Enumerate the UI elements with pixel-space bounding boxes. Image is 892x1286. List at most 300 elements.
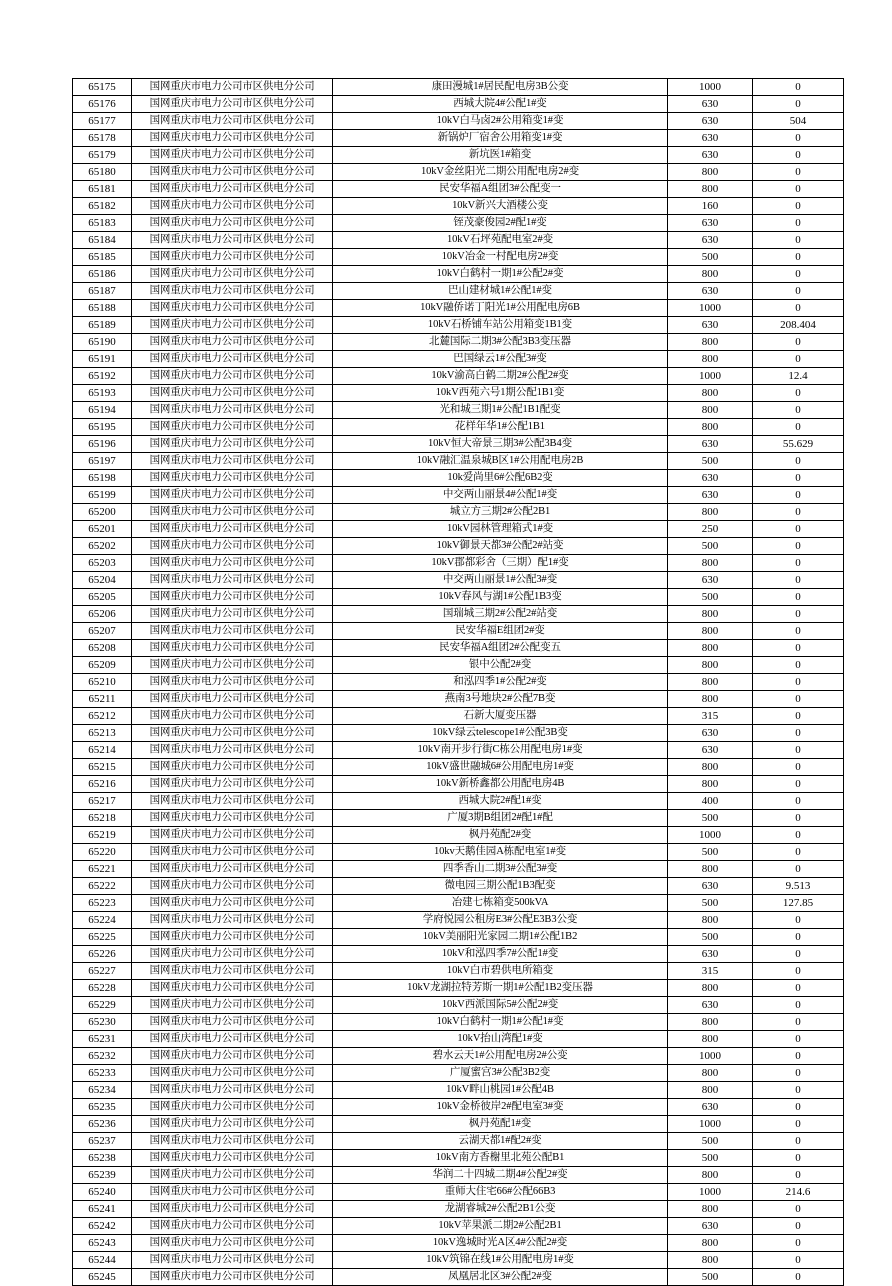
cell-id: 65218 [73, 810, 132, 827]
cell-capacity: 800 [668, 385, 753, 402]
table-row [73, 1269, 844, 1286]
cell-value: 0 [753, 215, 844, 232]
cell-device-name: 华润二十四城二期4#公配2#变 [333, 1167, 668, 1184]
cell-id: 65230 [73, 1014, 132, 1031]
cell-device-name: 10kV逸城时光A区4#公配2#变 [333, 1235, 668, 1252]
table-row [73, 844, 844, 861]
table-row [73, 113, 844, 130]
cell-value: 0 [753, 912, 844, 929]
cell-id: 65227 [73, 963, 132, 980]
table-row [73, 572, 844, 589]
table-row [73, 385, 844, 402]
cell-value: 0 [753, 334, 844, 351]
cell-company: 国网重庆市电力公司市区供电分公司 [132, 317, 333, 334]
cell-id: 65205 [73, 589, 132, 606]
table-row [73, 1218, 844, 1235]
cell-device-name: 10kV金桥彼岸2#配电室3#变 [333, 1099, 668, 1116]
table-row [73, 708, 844, 725]
cell-capacity: 1000 [668, 300, 753, 317]
cell-value: 127.85 [753, 895, 844, 912]
cell-company: 国网重庆市电力公司市区供电分公司 [132, 861, 333, 878]
table-row [73, 453, 844, 470]
table-row [73, 147, 844, 164]
table-row [73, 300, 844, 317]
cell-capacity: 800 [668, 555, 753, 572]
cell-capacity: 630 [668, 487, 753, 504]
table-row [73, 725, 844, 742]
cell-value: 0 [753, 164, 844, 181]
cell-device-name: 学府悦园公租房E3#公配E3B3公变 [333, 912, 668, 929]
cell-capacity: 800 [668, 1235, 753, 1252]
cell-id: 65222 [73, 878, 132, 895]
cell-company: 国网重庆市电力公司市区供电分公司 [132, 368, 333, 385]
cell-value: 0 [753, 402, 844, 419]
cell-capacity: 630 [668, 997, 753, 1014]
cell-id: 65234 [73, 1082, 132, 1099]
cell-value: 0 [753, 623, 844, 640]
table-row [73, 946, 844, 963]
table-row [73, 555, 844, 572]
cell-company: 国网重庆市电力公司市区供电分公司 [132, 1133, 333, 1150]
cell-capacity: 315 [668, 708, 753, 725]
cell-device-name: 中交两山丽景4#公配1#变 [333, 487, 668, 504]
cell-value: 0 [753, 946, 844, 963]
cell-company: 国网重庆市电力公司市区供电分公司 [132, 895, 333, 912]
cell-company: 国网重庆市电力公司市区供电分公司 [132, 164, 333, 181]
cell-capacity: 630 [668, 946, 753, 963]
cell-device-name: 云湖天都1#配2#变 [333, 1133, 668, 1150]
cell-company: 国网重庆市电力公司市区供电分公司 [132, 385, 333, 402]
cell-capacity: 1000 [668, 827, 753, 844]
cell-device-name: 广厦3期B组团2#配1#配 [333, 810, 668, 827]
cell-id: 65204 [73, 572, 132, 589]
table-row [73, 164, 844, 181]
cell-value: 0 [753, 300, 844, 317]
cell-device-name: 10kV苹果派二期2#公配2B1 [333, 1218, 668, 1235]
cell-device-name: 10kV南开步行街C栋公用配电房1#变 [333, 742, 668, 759]
cell-device-name: 10kV融汇温泉城B区1#公用配电房2B [333, 453, 668, 470]
cell-value: 0 [753, 963, 844, 980]
cell-company: 国网重庆市电力公司市区供电分公司 [132, 436, 333, 453]
cell-capacity: 800 [668, 657, 753, 674]
cell-value: 0 [753, 1116, 844, 1133]
cell-capacity: 800 [668, 776, 753, 793]
cell-id: 65245 [73, 1269, 132, 1286]
cell-value: 214.6 [753, 1184, 844, 1201]
table-row [73, 368, 844, 385]
cell-capacity: 800 [668, 606, 753, 623]
cell-device-name: 铚茂豪俊园2#配1#变 [333, 215, 668, 232]
cell-device-name: 广厦蜜宫3#公配3B2变 [333, 1065, 668, 1082]
cell-value: 0 [753, 1218, 844, 1235]
cell-value: 0 [753, 385, 844, 402]
cell-id: 65194 [73, 402, 132, 419]
table-row [73, 436, 844, 453]
table-row [73, 759, 844, 776]
table-row [73, 521, 844, 538]
table-row [73, 963, 844, 980]
cell-value: 0 [753, 419, 844, 436]
table-row [73, 674, 844, 691]
cell-company: 国网重庆市电力公司市区供电分公司 [132, 912, 333, 929]
cell-id: 65198 [73, 470, 132, 487]
cell-capacity: 800 [668, 334, 753, 351]
cell-id: 65214 [73, 742, 132, 759]
cell-device-name: 10kV融侨诺丁阳光1#公用配电房6B [333, 300, 668, 317]
cell-capacity: 630 [668, 436, 753, 453]
cell-id: 65176 [73, 96, 132, 113]
cell-device-name: 10kV石坪苑配电室2#变 [333, 232, 668, 249]
cell-company: 国网重庆市电力公司市区供电分公司 [132, 232, 333, 249]
cell-capacity: 800 [668, 402, 753, 419]
cell-company: 国网重庆市电力公司市区供电分公司 [132, 963, 333, 980]
table-row [73, 1065, 844, 1082]
cell-value: 0 [753, 657, 844, 674]
cell-id: 65216 [73, 776, 132, 793]
cell-capacity: 500 [668, 1133, 753, 1150]
cell-company: 国网重庆市电力公司市区供电分公司 [132, 793, 333, 810]
cell-id: 65208 [73, 640, 132, 657]
cell-value: 0 [753, 776, 844, 793]
cell-company: 国网重庆市电力公司市区供电分公司 [132, 997, 333, 1014]
cell-id: 65217 [73, 793, 132, 810]
cell-company: 国网重庆市电力公司市区供电分公司 [132, 929, 333, 946]
cell-company: 国网重庆市电力公司市区供电分公司 [132, 1269, 333, 1286]
table-row [73, 640, 844, 657]
table-row [73, 1167, 844, 1184]
cell-id: 65185 [73, 249, 132, 266]
cell-device-name: 碧水云天1#公用配电房2#公变 [333, 1048, 668, 1065]
table-row [73, 317, 844, 334]
cell-company: 国网重庆市电力公司市区供电分公司 [132, 1065, 333, 1082]
cell-id: 65197 [73, 453, 132, 470]
cell-company: 国网重庆市电力公司市区供电分公司 [132, 1014, 333, 1031]
cell-capacity: 800 [668, 1031, 753, 1048]
cell-device-name: 微电园三期公配1B3配变 [333, 878, 668, 895]
cell-device-name: 银中公配2#变 [333, 657, 668, 674]
cell-id: 65212 [73, 708, 132, 725]
cell-device-name: 10kV白鹤村一期1#公配2#变 [333, 266, 668, 283]
cell-capacity: 630 [668, 317, 753, 334]
cell-id: 65207 [73, 623, 132, 640]
table-row [73, 861, 844, 878]
cell-company: 国网重庆市电力公司市区供电分公司 [132, 810, 333, 827]
cell-id: 65242 [73, 1218, 132, 1235]
cell-device-name: 城立方三期2#公配2B1 [333, 504, 668, 521]
table-row [73, 1082, 844, 1099]
cell-id: 65210 [73, 674, 132, 691]
cell-capacity: 630 [668, 147, 753, 164]
cell-device-name: 10kv天鹅佳园A栋配电室1#变 [333, 844, 668, 861]
cell-id: 65206 [73, 606, 132, 623]
cell-capacity: 630 [668, 742, 753, 759]
cell-capacity: 800 [668, 504, 753, 521]
cell-company: 国网重庆市电力公司市区供电分公司 [132, 640, 333, 657]
cell-capacity: 800 [668, 164, 753, 181]
cell-value: 0 [753, 470, 844, 487]
data-table-container [72, 78, 820, 1286]
cell-capacity: 800 [668, 623, 753, 640]
table-row [73, 487, 844, 504]
cell-capacity: 1000 [668, 1048, 753, 1065]
cell-company: 国网重庆市电力公司市区供电分公司 [132, 844, 333, 861]
table-row [73, 249, 844, 266]
table-row [73, 351, 844, 368]
cell-device-name: 10kV畔山桃园1#公配4B [333, 1082, 668, 1099]
cell-capacity: 1000 [668, 1116, 753, 1133]
table-row [73, 929, 844, 946]
cell-id: 65215 [73, 759, 132, 776]
cell-company: 国网重庆市电力公司市区供电分公司 [132, 1167, 333, 1184]
cell-id: 65238 [73, 1150, 132, 1167]
cell-id: 65239 [73, 1167, 132, 1184]
cell-value: 0 [753, 640, 844, 657]
cell-id: 65188 [73, 300, 132, 317]
cell-company: 国网重庆市电力公司市区供电分公司 [132, 657, 333, 674]
cell-company: 国网重庆市电力公司市区供电分公司 [132, 878, 333, 895]
table-row [73, 1116, 844, 1133]
cell-device-name: 10kV和泓四季7#公配1#变 [333, 946, 668, 963]
cell-company: 国网重庆市电力公司市区供电分公司 [132, 487, 333, 504]
cell-capacity: 630 [668, 878, 753, 895]
table-row [73, 997, 844, 1014]
cell-company: 国网重庆市电力公司市区供电分公司 [132, 521, 333, 538]
cell-value: 0 [753, 232, 844, 249]
cell-device-name: 10kV恒大帝景三期3#公配3B4变 [333, 436, 668, 453]
cell-company: 国网重庆市电力公司市区供电分公司 [132, 266, 333, 283]
cell-company: 国网重庆市电力公司市区供电分公司 [132, 351, 333, 368]
cell-company: 国网重庆市电力公司市区供电分公司 [132, 249, 333, 266]
cell-device-name: 西城大院4#公配1#变 [333, 96, 668, 113]
cell-id: 65175 [73, 79, 132, 96]
table-row [73, 419, 844, 436]
cell-id: 65203 [73, 555, 132, 572]
cell-value: 0 [753, 1201, 844, 1218]
cell-company: 国网重庆市电力公司市区供电分公司 [132, 130, 333, 147]
cell-capacity: 630 [668, 725, 753, 742]
cell-capacity: 630 [668, 113, 753, 130]
cell-device-name: 北麓国际二期3#公配3B3变压器 [333, 334, 668, 351]
cell-id: 65201 [73, 521, 132, 538]
cell-capacity: 630 [668, 283, 753, 300]
cell-capacity: 500 [668, 895, 753, 912]
cell-device-name: 凤凰居北区3#公配2#变 [333, 1269, 668, 1286]
cell-company: 国网重庆市电力公司市区供电分公司 [132, 776, 333, 793]
cell-company: 国网重庆市电力公司市区供电分公司 [132, 691, 333, 708]
cell-value: 0 [753, 980, 844, 997]
cell-id: 65181 [73, 181, 132, 198]
cell-capacity: 800 [668, 1014, 753, 1031]
cell-id: 65224 [73, 912, 132, 929]
cell-device-name: 10kV抬山湾配1#变 [333, 1031, 668, 1048]
cell-value: 55.629 [753, 436, 844, 453]
cell-capacity: 800 [668, 351, 753, 368]
table-row [73, 1184, 844, 1201]
cell-id: 65236 [73, 1116, 132, 1133]
cell-id: 65219 [73, 827, 132, 844]
cell-company: 国网重庆市电力公司市区供电分公司 [132, 1082, 333, 1099]
cell-device-name: 四季香山二期3#公配3#变 [333, 861, 668, 878]
table-row [73, 79, 844, 96]
cell-device-name: 10kV石桥铺车站公用箱变1B1变 [333, 317, 668, 334]
table-row [73, 742, 844, 759]
cell-device-name: 龙湖睿城2#公配2B1公变 [333, 1201, 668, 1218]
cell-company: 国网重庆市电力公司市区供电分公司 [132, 283, 333, 300]
cell-company: 国网重庆市电力公司市区供电分公司 [132, 334, 333, 351]
cell-company: 国网重庆市电力公司市区供电分公司 [132, 1048, 333, 1065]
cell-capacity: 800 [668, 181, 753, 198]
cell-device-name: 10kV白鹤村一期1#公配1#变 [333, 1014, 668, 1031]
table-row [73, 130, 844, 147]
cell-device-name: 重师大住宅66#公配66B3 [333, 1184, 668, 1201]
cell-device-name: 10kV西派国际5#公配2#变 [333, 997, 668, 1014]
cell-value: 0 [753, 79, 844, 96]
cell-value: 0 [753, 725, 844, 742]
cell-id: 65190 [73, 334, 132, 351]
cell-value: 0 [753, 283, 844, 300]
cell-company: 国网重庆市电力公司市区供电分公司 [132, 1099, 333, 1116]
cell-device-name: 中交两山丽景1#公配3#变 [333, 572, 668, 589]
cell-capacity: 800 [668, 674, 753, 691]
cell-device-name: 10kV绿云telescope1#公配3B变 [333, 725, 668, 742]
cell-company: 国网重庆市电力公司市区供电分公司 [132, 1218, 333, 1235]
cell-device-name: 10kV冶金一村配电房2#变 [333, 249, 668, 266]
cell-capacity: 500 [668, 844, 753, 861]
cell-device-name: 国瑞城三期2#公配2#站变 [333, 606, 668, 623]
cell-capacity: 500 [668, 1269, 753, 1286]
cell-id: 65235 [73, 1099, 132, 1116]
cell-capacity: 800 [668, 691, 753, 708]
cell-value: 0 [753, 1048, 844, 1065]
cell-id: 65220 [73, 844, 132, 861]
cell-capacity: 800 [668, 1252, 753, 1269]
cell-device-name: 10kV白马卤2#公用箱变1#变 [333, 113, 668, 130]
cell-value: 0 [753, 351, 844, 368]
table-row [73, 538, 844, 555]
cell-company: 国网重庆市电力公司市区供电分公司 [132, 980, 333, 997]
cell-capacity: 500 [668, 810, 753, 827]
table-row [73, 657, 844, 674]
cell-device-name: 新锅炉厂宿舍公用箱变1#变 [333, 130, 668, 147]
cell-device-name: 巴国绿云1#公配3#变 [333, 351, 668, 368]
cell-id: 65187 [73, 283, 132, 300]
cell-device-name: 民安华福E组团2#变 [333, 623, 668, 640]
table-row [73, 1031, 844, 1048]
cell-company: 国网重庆市电力公司市区供电分公司 [132, 419, 333, 436]
cell-id: 65189 [73, 317, 132, 334]
cell-id: 65244 [73, 1252, 132, 1269]
cell-value: 0 [753, 844, 844, 861]
cell-capacity: 630 [668, 215, 753, 232]
cell-value: 0 [753, 96, 844, 113]
cell-company: 国网重庆市电力公司市区供电分公司 [132, 708, 333, 725]
cell-value: 0 [753, 827, 844, 844]
cell-id: 65202 [73, 538, 132, 555]
cell-device-name: 10kV龙湖拉特芳斯一期1#公配1B2变压器 [333, 980, 668, 997]
cell-value: 0 [753, 589, 844, 606]
cell-value: 0 [753, 249, 844, 266]
table-row [73, 827, 844, 844]
cell-value: 0 [753, 691, 844, 708]
cell-company: 国网重庆市电力公司市区供电分公司 [132, 606, 333, 623]
cell-value: 0 [753, 1133, 844, 1150]
cell-value: 0 [753, 538, 844, 555]
cell-value: 0 [753, 997, 844, 1014]
cell-id: 65225 [73, 929, 132, 946]
cell-company: 国网重庆市电力公司市区供电分公司 [132, 453, 333, 470]
cell-value: 0 [753, 487, 844, 504]
cell-company: 国网重庆市电力公司市区供电分公司 [132, 759, 333, 776]
cell-device-name: 10kV盛世融城6#公用配电房1#变 [333, 759, 668, 776]
cell-capacity: 1000 [668, 368, 753, 385]
table-body [73, 79, 844, 1286]
table-row [73, 1201, 844, 1218]
cell-company: 国网重庆市电力公司市区供电分公司 [132, 1031, 333, 1048]
table-row [73, 691, 844, 708]
cell-device-name: 10k爱尚里6#公配6B2变 [333, 470, 668, 487]
cell-company: 国网重庆市电力公司市区供电分公司 [132, 402, 333, 419]
table-row [73, 980, 844, 997]
cell-id: 65233 [73, 1065, 132, 1082]
cell-value: 0 [753, 521, 844, 538]
cell-id: 65226 [73, 946, 132, 963]
table-row [73, 198, 844, 215]
cell-id: 65179 [73, 147, 132, 164]
cell-device-name: 10kV西苑六号1期公配1B1变 [333, 385, 668, 402]
cell-id: 65223 [73, 895, 132, 912]
cell-capacity: 800 [668, 266, 753, 283]
table-row [73, 215, 844, 232]
cell-id: 65231 [73, 1031, 132, 1048]
cell-id: 65191 [73, 351, 132, 368]
cell-capacity: 160 [668, 198, 753, 215]
cell-device-name: 石新大厦变压器 [333, 708, 668, 725]
cell-company: 国网重庆市电力公司市区供电分公司 [132, 572, 333, 589]
cell-device-name: 花样年华1#公配1B1 [333, 419, 668, 436]
cell-id: 65237 [73, 1133, 132, 1150]
cell-value: 0 [753, 572, 844, 589]
cell-id: 65184 [73, 232, 132, 249]
cell-id: 65183 [73, 215, 132, 232]
cell-value: 0 [753, 181, 844, 198]
table-row [73, 589, 844, 606]
cell-device-name: 光和城三期1#公配1B1配变 [333, 402, 668, 419]
cell-value: 0 [753, 147, 844, 164]
cell-value: 0 [753, 504, 844, 521]
table-row [73, 1048, 844, 1065]
cell-capacity: 800 [668, 1167, 753, 1184]
cell-value: 0 [753, 793, 844, 810]
cell-capacity: 630 [668, 1099, 753, 1116]
cell-value: 0 [753, 1269, 844, 1286]
cell-value: 0 [753, 453, 844, 470]
cell-company: 国网重庆市电力公司市区供电分公司 [132, 1150, 333, 1167]
cell-value: 0 [753, 1099, 844, 1116]
cell-id: 65199 [73, 487, 132, 504]
cell-capacity: 1000 [668, 79, 753, 96]
cell-value: 0 [753, 198, 844, 215]
cell-capacity: 630 [668, 572, 753, 589]
cell-device-name: 新坑医1#箱变 [333, 147, 668, 164]
table-row [73, 1133, 844, 1150]
cell-capacity: 500 [668, 589, 753, 606]
cell-id: 65240 [73, 1184, 132, 1201]
cell-company: 国网重庆市电力公司市区供电分公司 [132, 555, 333, 572]
cell-capacity: 800 [668, 1082, 753, 1099]
cell-capacity: 500 [668, 453, 753, 470]
cell-id: 65229 [73, 997, 132, 1014]
cell-company: 国网重庆市电力公司市区供电分公司 [132, 589, 333, 606]
